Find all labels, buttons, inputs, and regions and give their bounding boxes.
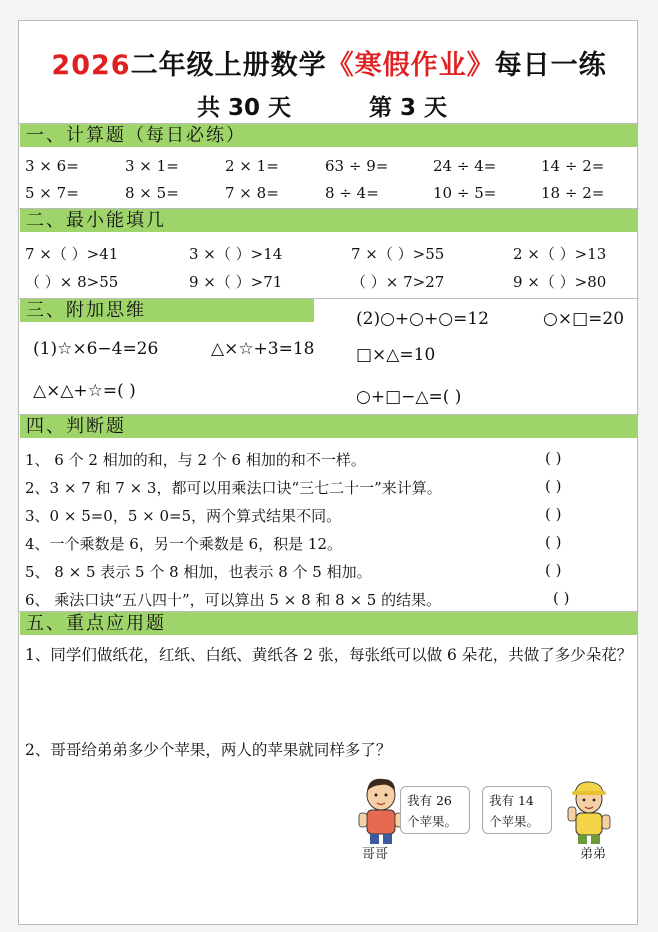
fill-item: 7 ×（ ）>41: [25, 245, 119, 263]
calc-item: 2 × 1=: [225, 157, 279, 175]
puzzle-1-eq1: (1)☆×6−4=26: [33, 339, 159, 359]
puzzle-1-eq2: △×☆+3=18: [211, 339, 315, 359]
title-grade: 二年级上册数学: [130, 50, 327, 81]
fill-item: 3 ×（ ）>14: [189, 245, 283, 263]
calc-item: 63 ÷ 9=: [325, 157, 389, 175]
answer-blank: ( ): [545, 449, 562, 467]
section-title-thinking: 三、附加思维: [20, 299, 314, 322]
answer-blank: ( ): [545, 561, 562, 579]
judge-item: 5、 8 × 5 表示 5 个 8 相加，也表示 8 个 5 相加。: [25, 563, 372, 581]
fill-item: （ ）× 7>27: [351, 273, 445, 291]
calc-item: 3 × 6=: [25, 157, 79, 175]
answer-blank: ( ): [545, 505, 562, 523]
word-problem-1: 1、同学们做纸花，红纸、白纸、黄纸各 2 张，每张纸可以做 6 朵花，共做了多少朵花？: [25, 646, 633, 664]
answer-blank: ( ): [545, 533, 562, 551]
day-label: 第 3 天: [369, 95, 448, 121]
title-year: 2026: [51, 50, 131, 81]
answer-blank: ( ): [545, 477, 562, 495]
calc-item: 8 × 5=: [125, 184, 179, 202]
label-younger-brother: 弟弟: [580, 847, 607, 862]
page-title: [19, 43, 639, 82]
speech-bubble-right: 我有 14 个苹果。: [482, 786, 552, 834]
worksheet: [18, 20, 638, 925]
puzzle-2-eq3: □×△=10: [356, 345, 436, 365]
calc-item: 10 ÷ 5=: [433, 184, 497, 202]
fill-item: 2 ×（ ）>13: [513, 245, 607, 263]
calc-item: 14 ÷ 2=: [541, 157, 605, 175]
fill-item: 9 ×（ ）>71: [189, 273, 283, 291]
judge-item: 2、3 × 7 和 7 × 3，都可以用乘法口诀“三七二十一”来计算。: [25, 479, 442, 497]
calc-item: 8 ÷ 4=: [325, 184, 379, 202]
title-homework: 《寒假作业》: [326, 50, 495, 81]
fill-item: （ ）× 8>55: [25, 273, 119, 291]
section-title-calc: 一、计算题（每日必练）: [20, 124, 637, 147]
calc-item: 24 ÷ 4=: [433, 157, 497, 175]
puzzle-1-eq3: △×△+☆=( ): [33, 381, 136, 401]
calc-item: 3 × 1=: [125, 157, 179, 175]
judge-item: 3、0 × 5=0，5 × 0=5，两个算式结果不同。: [25, 507, 342, 525]
judge-item: 4、一个乘数是 6，另一个乘数是 6，积是 12。: [25, 535, 343, 553]
calc-item: 5 × 7=: [25, 184, 79, 202]
judge-item: 6、 乘法口诀“五八四十”，可以算出 5 × 8 和 8 × 5 的结果。: [25, 591, 442, 609]
puzzle-2-eq2: ○×□=20: [543, 309, 625, 329]
puzzle-2-eq4: ○+□−△=( ): [356, 387, 462, 407]
word-problem-2: 2、哥哥给弟弟多少个苹果，两人的苹果就同样多了？: [25, 741, 392, 759]
speech-bubble-left: 我有 26 个苹果。: [400, 786, 470, 834]
fill-item: 9 ×（ ）>80: [513, 273, 607, 291]
answer-blank: ( ): [553, 589, 570, 607]
label-older-brother: 哥哥: [362, 847, 389, 862]
younger-brother-illustration: [564, 777, 614, 845]
section-title-fill: 二、最小能填几: [20, 209, 637, 232]
section-title-judge: 四、判断题: [20, 415, 637, 438]
puzzle-2-eq1: (2)○+○+○=12: [356, 309, 489, 329]
title-daily: 每日一练: [494, 50, 607, 81]
judge-item: 1、 6 个 2 相加的和，与 2 个 6 相加的和不一样。: [25, 451, 366, 469]
calc-item: 18 ÷ 2=: [541, 184, 605, 202]
section-title-apply: 五、重点应用题: [20, 612, 637, 635]
calc-item: 7 × 8=: [225, 184, 279, 202]
fill-item: 7 ×（ ）>55: [351, 245, 445, 263]
total-days: 共 30 天: [197, 95, 292, 121]
